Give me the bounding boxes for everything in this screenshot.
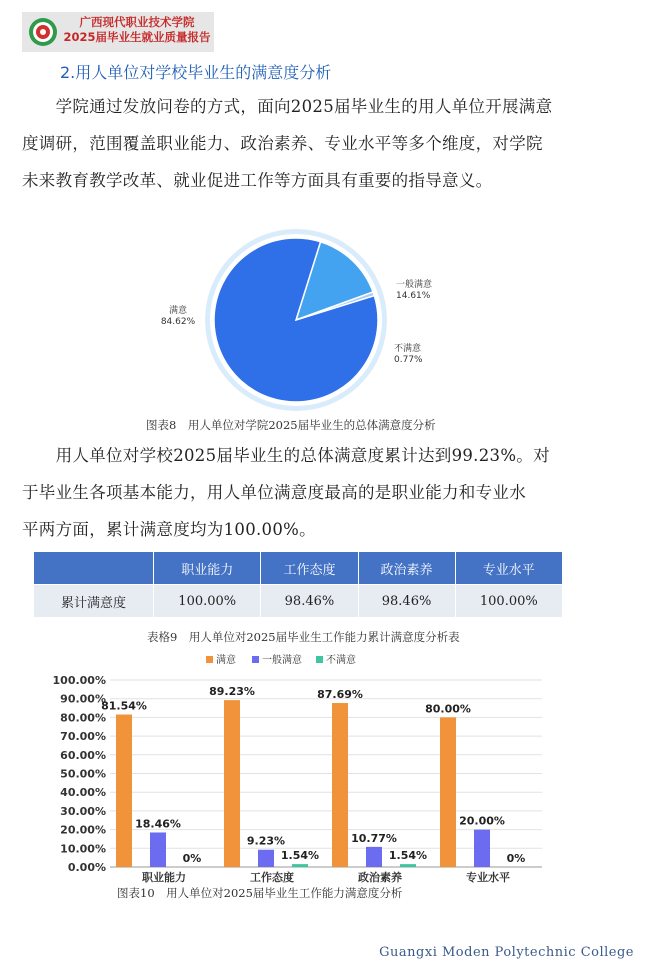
footer-college-name: Guangxi Moden Polytechnic College bbox=[379, 945, 634, 960]
paragraph-line: 用人单位对学校2025届毕业生的总体满意度累计达到99.23%。对 bbox=[22, 446, 550, 465]
y-tick-label: 50.00% bbox=[60, 767, 106, 781]
intro-paragraph bbox=[22, 88, 582, 199]
y-tick-label: 20.00% bbox=[60, 823, 106, 837]
y-tick-label: 30.00% bbox=[60, 804, 106, 818]
paragraph-line: 于毕业生各项基本能力，用人单位满意度最高的是职业能力和专业水 bbox=[22, 483, 526, 502]
y-tick-label: 80.00% bbox=[60, 711, 106, 725]
bar bbox=[116, 715, 132, 867]
x-tick-label: 政治素养 bbox=[358, 871, 402, 884]
table-cell: 100.00% bbox=[455, 585, 562, 618]
summary-paragraph bbox=[22, 437, 582, 548]
bar-data-label: 18.46% bbox=[135, 817, 181, 831]
x-tick-label: 职业能力 bbox=[142, 871, 186, 884]
bar bbox=[258, 850, 274, 867]
y-tick-label: 100.00% bbox=[52, 674, 106, 687]
figure8-caption: 图表8 用人单位对学院2025届毕业生的总体满意度分析 bbox=[146, 418, 436, 432]
legend-swatch bbox=[316, 656, 323, 663]
table-header-cell: 专业水平 bbox=[455, 552, 562, 585]
satisfaction-table bbox=[33, 551, 563, 618]
bar-data-label: 87.69% bbox=[317, 688, 363, 702]
bar-data-label: 81.54% bbox=[101, 699, 147, 713]
table-header-cell: 职业能力 bbox=[154, 552, 261, 585]
bar-data-label: 9.23% bbox=[246, 834, 286, 848]
bar bbox=[224, 700, 240, 867]
bar-data-label: 89.23% bbox=[209, 685, 255, 699]
bar-data-label: 1.54% bbox=[388, 849, 428, 863]
bar bbox=[400, 864, 416, 867]
table-header-cell bbox=[34, 552, 154, 585]
y-tick-label: 40.00% bbox=[60, 786, 106, 800]
table-header-row bbox=[34, 552, 563, 585]
x-tick-label: 工作态度 bbox=[250, 871, 294, 884]
paragraph-line: 学院通过发放问卷的方式，面向2025届毕业生的用人单位开展满意 bbox=[22, 97, 553, 116]
bar bbox=[474, 830, 490, 867]
y-tick-label: 10.00% bbox=[60, 842, 106, 856]
table-row bbox=[34, 585, 563, 618]
bar bbox=[150, 832, 166, 867]
table-header-cell: 政治素养 bbox=[358, 552, 455, 585]
bar bbox=[440, 717, 456, 867]
bar-data-label: 0% bbox=[506, 852, 526, 865]
section-title: 2.用人单位对学校毕业生的满意度分析 bbox=[60, 63, 332, 82]
y-tick-label: 0.00% bbox=[67, 861, 106, 874]
x-tick-label: 专业水平 bbox=[466, 871, 510, 884]
ability-satisfaction-bar-chart bbox=[30, 650, 550, 890]
college-logo-icon bbox=[28, 17, 58, 47]
bar-data-label: 1.54% bbox=[280, 849, 320, 863]
header-line1: 广西现代职业技术学院 bbox=[79, 15, 195, 29]
legend-swatch bbox=[252, 656, 259, 663]
overall-satisfaction-pie-chart bbox=[150, 225, 450, 415]
y-tick-label: 90.00% bbox=[60, 692, 106, 706]
legend-label: 满意 bbox=[216, 655, 236, 666]
table-cell: 100.00% bbox=[154, 585, 261, 618]
pie-value-label: 84.62% bbox=[160, 317, 196, 327]
report-header bbox=[22, 12, 214, 52]
y-tick-label: 60.00% bbox=[60, 748, 106, 762]
table-header-cell: 工作态度 bbox=[261, 552, 358, 585]
table-cell: 98.46% bbox=[261, 585, 358, 618]
bar-data-label: 0% bbox=[182, 852, 202, 865]
pie-value-label: 14.61% bbox=[396, 291, 431, 301]
pie-label: 一般满意 bbox=[396, 280, 433, 290]
legend-label: 不满意 bbox=[326, 655, 356, 666]
bar-data-label: 80.00% bbox=[425, 702, 471, 716]
header-line2: 2025届毕业生就业质量报告 bbox=[63, 30, 211, 44]
bar bbox=[332, 703, 348, 867]
table-row-label: 累计满意度 bbox=[34, 585, 154, 618]
pie-value-label: 0.77% bbox=[394, 355, 423, 365]
bar-data-label: 10.77% bbox=[351, 831, 397, 845]
bar-data-label: 20.00% bbox=[459, 814, 505, 828]
paragraph-line: 度调研，范围覆盖职业能力、政治素养、专业水平等多个维度，对学院 bbox=[22, 134, 543, 153]
table-cell: 98.46% bbox=[358, 585, 455, 618]
y-tick-label: 70.00% bbox=[60, 730, 106, 744]
figure10-caption: 图表10 用人单位对2025届毕业生工作能力满意度分析 bbox=[117, 886, 403, 900]
paragraph-line: 平两方面，累计满意度均为100.00%。 bbox=[22, 520, 316, 539]
paragraph-line: 未来教育教学改革、就业促进工作等方面具有重要的指导意义。 bbox=[22, 171, 493, 190]
table9-caption: 表格9 用人单位对2025届毕业生工作能力累计满意度分析表 bbox=[147, 630, 460, 644]
pie-label: 满意 bbox=[168, 306, 188, 316]
bar bbox=[292, 864, 308, 867]
bar bbox=[366, 847, 382, 867]
legend-label: 一般满意 bbox=[262, 655, 302, 666]
legend-swatch bbox=[206, 656, 213, 663]
pie-label: 不满意 bbox=[394, 344, 422, 354]
